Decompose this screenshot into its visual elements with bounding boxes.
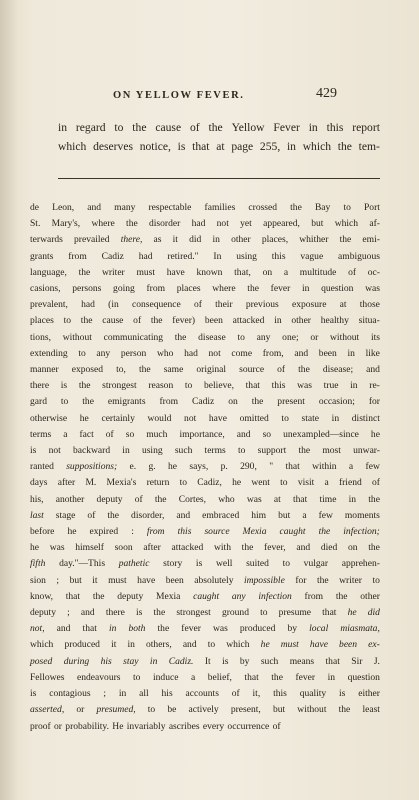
text-line: de Leon, and many respectable families crossed the Bay to Port [30, 202, 380, 213]
text-line: posed during his stay in Cadiz. It is by such means that Sir J. [30, 655, 380, 667]
footnote-text [30, 200, 380, 735]
text-line: sion ; but it must have been absolutely impossible for the writer to [30, 574, 380, 586]
text-line: proof or probability. He invariably ascribes every occurrence of [30, 720, 281, 732]
text-line: casions, persons going from places where the fever in question was [30, 283, 380, 295]
text-line: fifth day."—This pathetic story is well suited to vulgar apprehen- [30, 558, 380, 570]
text-line: he was himself soon after attacked with the fever, and died on the [30, 542, 380, 554]
text-line: grants from Cadiz had retired." In using this vague ambiguous [30, 250, 380, 262]
text-line: is contagious ; in all his accounts of it, this quality is either [30, 688, 380, 700]
text-line: prevalent, had (in consequence of their previous exposure at those [30, 299, 380, 311]
text-line: manner exposed to, the same original source of the disease; and [30, 364, 380, 376]
text-line: there is the strongest reason to believe, that this was true in re- [30, 380, 380, 392]
text-line: gard to the emigrants from Cadiz on the present occasion; for [30, 396, 380, 408]
text-line: not, and that in both the fever was produced by local miasmata, [30, 623, 380, 635]
text-line: places to the cause of the fever) been attacked in other healthy situa- [30, 315, 380, 327]
running-head: ON YELLOW FEVER. [113, 90, 245, 101]
text-line: tions, without communicating the disease to any one; or without its [30, 331, 380, 343]
intro-line: which deserves notice, is that at page 255, in which the tem- [58, 140, 380, 153]
text-line: terms a fact of so much importance, and so unexampled—since he [30, 428, 380, 440]
text-line: language, the writer must have known that, on a multitude of oc- [30, 266, 380, 278]
text-line: deputy ; and there is the strongest ground to presume that he did [30, 607, 380, 619]
text-line: days after M. Mexia's return to Cadiz, he went to visit a friend of [30, 477, 380, 489]
intro-line: in regard to the cause of the Yellow Fever in this report [58, 121, 380, 134]
text-line: Fellowes endeavours to induce a belief, that the fever in question [30, 671, 380, 683]
page-header [0, 86, 419, 106]
text-line: which produced it in others, and to which he must have been ex- [30, 639, 380, 651]
page-number: 429 [316, 86, 337, 101]
text-line: St. Mary's, where the disorder had not yet appeared, but which af- [30, 218, 380, 230]
text-line: ranted suppositions; e. g. he says, p. 290, " that within a few [30, 461, 380, 473]
section-divider [58, 178, 380, 179]
text-line: before he expired : from this source Mexia caught the infection; [30, 526, 380, 538]
gutter-shadow [0, 0, 18, 800]
intro-paragraph [58, 118, 380, 156]
text-line: last stage of the disorder, and embraced him but a few moments [30, 509, 380, 521]
text-line: asserted, or presumed, to be actively present, but without the least [30, 704, 380, 716]
text-line: is not backward in using such terms to support the most unwar- [30, 445, 380, 457]
text-line: terwards prevailed there, as it did in other places, whither the emi- [30, 234, 380, 246]
text-line: his, another deputy of the Cortes, who was at that time in the [30, 493, 380, 505]
text-line: otherwise he certainly would not have omitted to state in distinct [30, 412, 380, 424]
text-line: extending to any person who had not come from, and been in like [30, 347, 380, 359]
text-line: know, that the deputy Mexia caught any infection from the other [30, 590, 380, 602]
